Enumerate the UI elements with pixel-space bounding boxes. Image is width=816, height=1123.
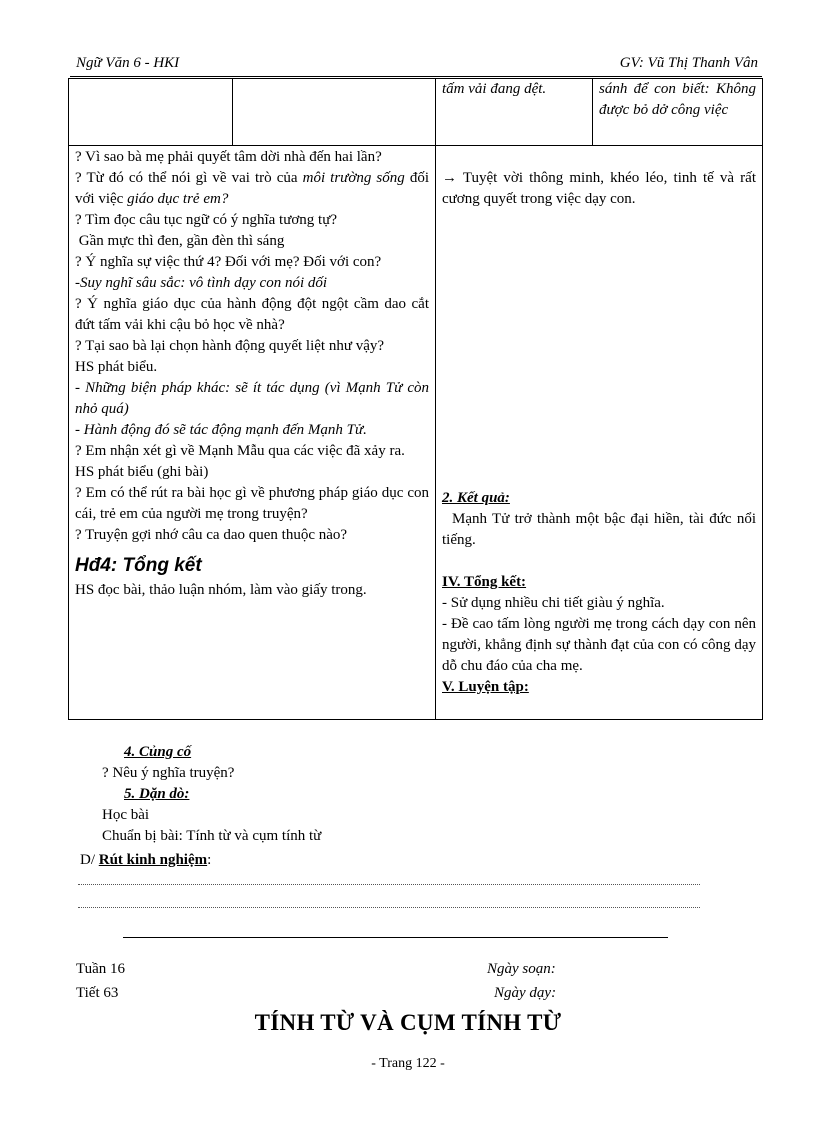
spacer — [442, 551, 756, 572]
lesson-title: TÍNH TỪ VÀ CỤM TÍNH TỪ — [254, 1010, 562, 1035]
text-span: D/ — [80, 852, 99, 868]
week-label: Tuần 16 — [76, 961, 126, 977]
question-text: ? Vì sao bà mẹ phải quyết tâm dời nhà đến hai lần? — [75, 149, 382, 165]
spacer — [442, 210, 756, 488]
table-cell — [69, 79, 233, 146]
header-left: Ngữ Văn 6 - HKI — [76, 55, 180, 71]
summary-item: - Đề cao tấm lòng người mẹ trong cách dạy con nên người, khẳng định sự thành đạt của con có công dạy dỗ chu đáo của cha mẹ. — [442, 616, 756, 674]
question-text: ? Em có thể rút ra bài học gì về phương pháp giáo dục con cái, trẻ em của người mẹ trong truyện? — [75, 485, 429, 522]
student-note: HS phát biểu. — [75, 359, 158, 375]
question-text: ? Tại sao bà lại chọn hành động quyết liệt như vậy? — [75, 338, 385, 354]
period-label: Tiết 63 — [76, 985, 119, 1001]
cell-text: sánh để con biết: Không được bỏ dở công việc — [599, 81, 756, 118]
answer-text: - Hành động đó sẽ tác động mạnh đến Mạnh Tử. — [75, 422, 367, 438]
text-span: Mạnh Tử trở thành một bậc đại hiền, tài đức nổi tiếng. — [442, 511, 756, 548]
experience-line — [80, 850, 211, 871]
summary-heading: IV. Tổng kết: — [442, 574, 527, 590]
homework-heading: 5. Dặn dò: — [124, 786, 190, 802]
result-text — [442, 509, 756, 551]
table-row — [69, 146, 763, 720]
table-row — [69, 79, 763, 146]
date-taught-label: Ngày dạy: — [494, 985, 557, 1001]
text-span: : — [207, 852, 212, 868]
activity-column — [69, 146, 436, 720]
result-heading: 2. Kết quả: — [442, 490, 510, 506]
content-column — [436, 146, 763, 720]
answer-text: -Suy nghĩ sâu sắc: vô tình dạy con nói dối — [75, 275, 328, 291]
question-text: ? Truyện gợi nhớ câu ca dao quen thuộc nào? — [75, 527, 348, 543]
date-prepared-label: Ngày soạn: — [487, 961, 556, 977]
practice-heading: V. Luyện tập: — [442, 679, 529, 695]
question-text: ? Tìm đọc câu tục ngữ có ý nghĩa tương tự? — [75, 212, 337, 228]
homework-item: Chuẩn bị bài: Tính từ và cụm tính từ — [102, 828, 322, 844]
text-span: ? Từ đó có thể nói gì về vai trò của — [75, 170, 303, 186]
experience-heading: Rút kinh nghiệm — [98, 852, 208, 868]
table-cell — [233, 79, 436, 146]
student-note: HS phát biểu (ghi bài) — [75, 464, 209, 480]
text-span: đối với việc — [75, 170, 429, 207]
consolidate-question: ? Nêu ý nghĩa truyện? — [102, 765, 235, 781]
cell-text: tấm vải đang dệt. — [442, 81, 547, 97]
answer-text: - Những biện pháp khác: sẽ ít tác dụng (vì Mạnh Tử còn nhỏ quá) — [75, 380, 429, 417]
question-text: ? Em nhận xét gì về Mạnh Mẫu qua các việc đã xảy ra. — [75, 443, 405, 459]
activity-heading: Hđ4: Tổng kết — [75, 555, 202, 576]
lesson-table — [68, 78, 763, 720]
text-span: môi trường sống — [302, 170, 405, 186]
proverb-text: Gần mực thì đen, gần đèn thì sáng — [75, 233, 285, 249]
question-text: ? Ý nghĩa sự việc thứ 4? Đối với mẹ? Đối với con? — [75, 254, 382, 270]
homework-item: Học bài — [102, 807, 150, 823]
table-cell — [593, 79, 763, 146]
table-cell — [436, 79, 593, 146]
consolidate-heading: 4. Củng cố — [124, 744, 192, 760]
conclusion-text: → Tuyệt vời thông minh, khéo léo, tinh tế và rất cương quyết trong việc dạy con. — [442, 170, 756, 207]
page-footer: - Trang 122 - — [371, 1056, 445, 1071]
section-divider — [123, 937, 668, 938]
header-right: GV: Vũ Thị Thanh Vân — [619, 55, 758, 71]
question-text: ? Ý nghĩa giáo dục của hành động đột ngột cầm dao cắt đứt tấm vải khi cậu bỏ học về nhà? — [75, 296, 429, 333]
text-span: giáo dục trẻ em? — [127, 191, 229, 207]
dotted-line — [78, 906, 700, 908]
dotted-line — [78, 883, 700, 885]
summary-item: - Sử dụng nhiều chi tiết giàu ý nghĩa. — [442, 595, 665, 611]
question-text — [75, 168, 429, 210]
student-note: HS đọc bài, thảo luận nhóm, làm vào giấy trong. — [75, 582, 367, 598]
header-divider — [70, 76, 762, 77]
